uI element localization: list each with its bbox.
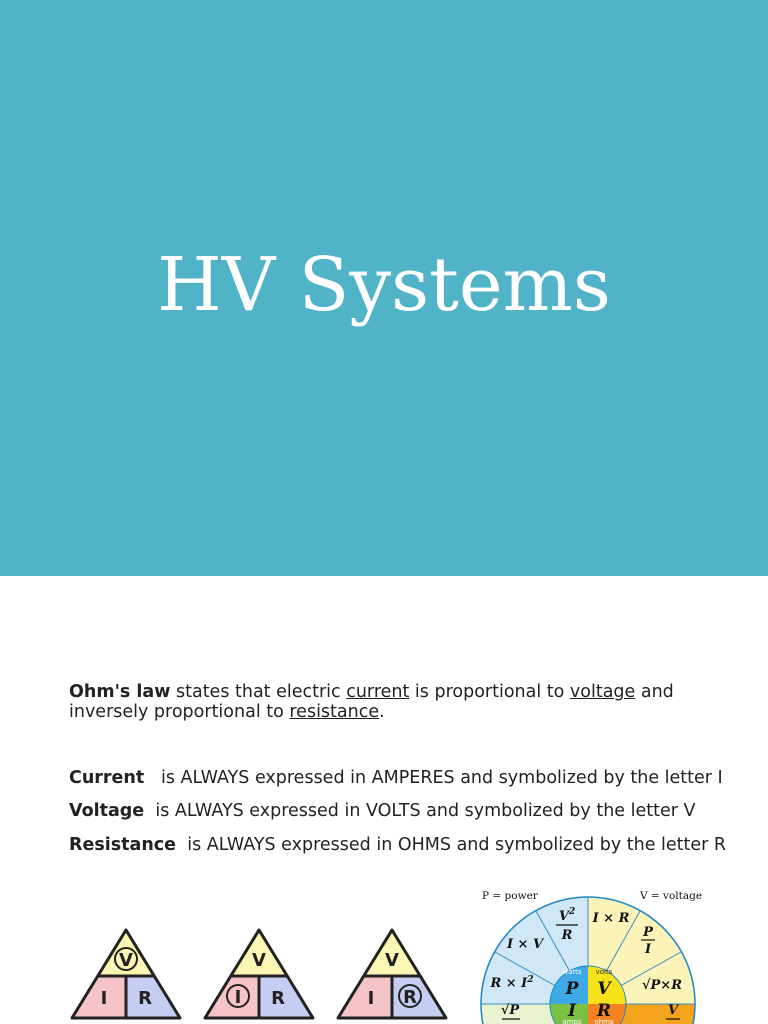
link-current[interactable]: current xyxy=(346,682,410,702)
text-fragment: and inversely proportional to xyxy=(69,682,674,722)
definition-text: is ALWAYS expressed in OHMS and symbolized by the letter R xyxy=(187,835,727,855)
formula-r-times-i-base: R × I xyxy=(490,976,528,991)
definition-text: is ALWAYS expressed in VOLTS and symbolized by the letter V xyxy=(155,801,696,821)
ohms-triangle-resistance xyxy=(334,926,450,1022)
definition-voltage xyxy=(69,800,695,822)
formula-v-squared-den: R xyxy=(561,928,573,943)
definition-term: Voltage xyxy=(69,801,145,821)
triangle-left-section xyxy=(205,976,259,1018)
text-fragment: is proportional to xyxy=(409,682,570,702)
slide-title: HV Systems xyxy=(157,242,611,328)
ohms-triangle-current xyxy=(201,926,317,1022)
unit-volts: volts xyxy=(595,968,613,976)
formula-v-squared-exp: 2 xyxy=(568,907,576,917)
center-letter-voltage: V xyxy=(597,979,611,999)
ohms-law-formula-wheel xyxy=(470,886,710,1024)
triangle-left-section xyxy=(72,976,126,1018)
triangle-right-section xyxy=(392,976,446,1018)
definition-term: Current xyxy=(69,768,145,788)
ohms-law-paragraph xyxy=(69,682,749,722)
triangle-right-section xyxy=(259,976,313,1018)
center-letter-power: P xyxy=(565,979,579,999)
formula-r-times-i-exp: 2 xyxy=(527,975,534,985)
triangle-left-section xyxy=(338,976,392,1018)
triangle-label-left: I xyxy=(367,988,375,1009)
center-letter-current: I xyxy=(568,1001,576,1021)
ohms-triangle-voltage xyxy=(68,926,184,1022)
link-resistance[interactable]: resistance xyxy=(289,702,380,722)
triangle-label-top: V xyxy=(119,950,133,971)
formula-sqrt-p-over-r: √P xyxy=(500,1003,520,1018)
unit-ohms: ohms xyxy=(594,1018,614,1024)
formula-sqrt-p-times-r: √P×R xyxy=(641,978,683,993)
formula-i-times-r: I × R xyxy=(592,911,630,926)
formula-p-over-i-den: I xyxy=(644,942,652,957)
formula-v-over-i: V xyxy=(667,1003,679,1018)
formula-r-times-i-squared xyxy=(489,975,533,991)
unit-watts: watts xyxy=(562,968,582,976)
triangle-label-right: R xyxy=(271,988,285,1009)
ohms-law-term: Ohm's law xyxy=(69,682,171,702)
definition-term: Resistance xyxy=(69,835,177,855)
definition-resistance xyxy=(69,834,726,856)
triangle-label-left: I xyxy=(100,988,108,1009)
definition-text: is ALWAYS expressed in AMPERES and symbolized by the letter I xyxy=(160,768,723,788)
text-fragment: states that electric xyxy=(170,682,347,702)
formula-i-times-v: I × V xyxy=(506,937,544,952)
formula-p-over-i-num: P xyxy=(643,925,653,940)
link-voltage[interactable]: voltage xyxy=(569,682,636,702)
triangle-label-top: V xyxy=(252,950,266,971)
triangle-right-section xyxy=(126,976,180,1018)
center-letter-resistance: R xyxy=(596,1001,612,1021)
text-fragment: . xyxy=(379,702,385,722)
triangle-label-top: V xyxy=(385,950,399,971)
unit-amps: amps xyxy=(562,1018,582,1024)
triangle-label-left: I xyxy=(234,987,242,1008)
legend-voltage: V = voltage xyxy=(640,890,703,902)
formula-v-squared-base: V xyxy=(558,909,569,924)
triangle-label-right: R xyxy=(138,988,152,1009)
triangle-label-right: R xyxy=(403,987,417,1008)
definition-current xyxy=(69,767,723,789)
legend-power: P = power xyxy=(482,890,538,902)
